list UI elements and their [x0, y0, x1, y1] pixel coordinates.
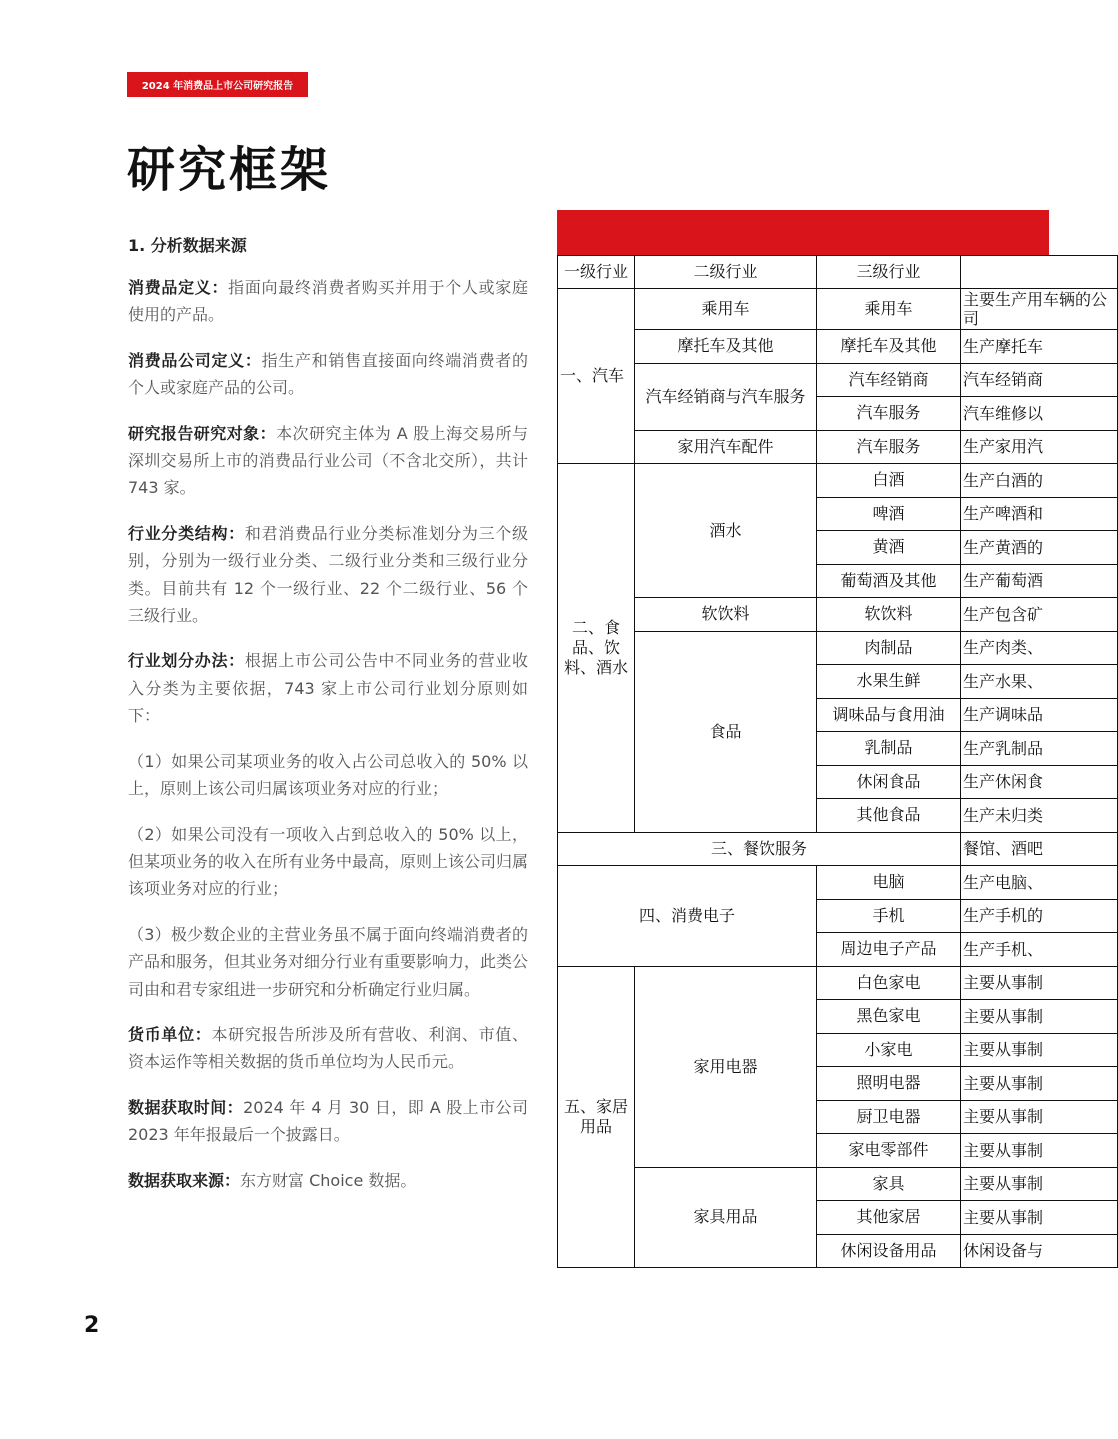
desc-cell: 主要从事制 — [961, 1167, 1118, 1201]
table-row — [558, 866, 1118, 900]
desc-cell: 生产黄酒的 — [961, 531, 1118, 565]
table-row — [558, 832, 1118, 866]
level1-cell: 二、食品、饮料、酒水 — [558, 464, 635, 833]
header-level1: 一级行业 — [558, 256, 635, 289]
level3-cell: 软饮料 — [817, 598, 961, 632]
data-source-section — [128, 232, 528, 1212]
table-row — [558, 330, 1118, 364]
desc-cell: 生产啤酒和 — [961, 497, 1118, 531]
level3-cell: 休闲设备用品 — [817, 1234, 961, 1268]
desc-cell: 生产水果、 — [961, 665, 1118, 699]
desc-cell: 生产电脑、 — [961, 866, 1118, 900]
level2-cell: 家用电器 — [635, 966, 817, 1167]
level2-cell: 酒水 — [635, 464, 817, 598]
report-tag: 2024 年消费品上市公司研究报告 — [127, 72, 308, 97]
level3-cell: 白色家电 — [817, 966, 961, 1000]
level2-cell: 家用汽车配件 — [635, 430, 817, 464]
level3-cell: 手机 — [817, 899, 961, 933]
industry-classification-table — [557, 210, 1108, 1282]
paragraph-research-object: 研究报告研究对象：本次研究主体为 A 股上海交易所与深圳交易所上市的消费品行业公司（不含北交所），共计 743 家。 — [128, 423, 528, 498]
desc-cell: 汽车经销商 — [961, 363, 1118, 397]
table-row — [558, 363, 1118, 397]
level3-cell: 汽车服务 — [817, 430, 961, 464]
level3-cell: 休闲食品 — [817, 765, 961, 799]
level3-cell: 家具 — [817, 1167, 961, 1201]
level3-cell: 其他家居 — [817, 1201, 961, 1235]
desc-cell: 主要从事制 — [961, 1134, 1118, 1168]
level3-cell: 肉制品 — [817, 631, 961, 665]
rule-item: （2）如果公司没有一项收入占到总收入的 50% 以上，但某项业务的收入在所有业务中最高，原则上该公司归属该项业务对应的行业； — [128, 824, 529, 899]
paragraph-currency-unit: 货币单位：本研究报告所涉及所有营收、利润、市值、资本运作等相关数据的货币单位均为人民币元。 — [128, 1024, 528, 1072]
level3-cell: 乳制品 — [817, 732, 961, 766]
desc-cell: 餐馆、酒吧 — [961, 832, 1118, 866]
level3-cell: 黄酒 — [817, 531, 961, 565]
desc-cell: 主要从事制 — [961, 1201, 1118, 1235]
level2-cell: 汽车经销商与汽车服务 — [635, 363, 817, 430]
level3-cell: 汽车经销商 — [817, 363, 961, 397]
level2-cell: 软饮料 — [635, 598, 817, 632]
desc-cell: 主要从事制 — [961, 966, 1118, 1000]
desc-cell: 生产调味品 — [961, 698, 1118, 732]
desc-cell: 生产手机的 — [961, 899, 1118, 933]
desc-cell: 生产休闲食 — [961, 765, 1118, 799]
level3-cell: 葡萄酒及其他 — [817, 564, 961, 598]
table-row — [558, 430, 1118, 464]
rule-item: （3）极少数企业的主营业务虽不属于面向终端消费者的产品和服务，但其业务对细分行业有重要影响力，此类公司由和君专家组进一步研究和分析确定行业归属。 — [128, 924, 529, 999]
desc-cell: 主要从事制 — [961, 1033, 1118, 1067]
paragraph-consumer-goods-definition: 消费品定义：指面向最终消费者购买并用于个人或家庭使用的产品。 — [128, 278, 528, 325]
level3-cell: 调味品与食用油 — [817, 698, 961, 732]
table-row — [558, 966, 1118, 1000]
level3-cell: 黑色家电 — [817, 1000, 961, 1034]
level3-cell: 电脑 — [817, 866, 961, 900]
level3-cell: 周边电子产品 — [817, 933, 961, 967]
desc-cell: 汽车维修以 — [961, 397, 1118, 431]
level3-cell: 照明电器 — [817, 1067, 961, 1101]
page-number: 2 — [84, 1313, 100, 1338]
desc-cell: 生产包含矿 — [961, 598, 1118, 632]
header-level2: 二级行业 — [635, 256, 817, 289]
level3-cell: 摩托车及其他 — [817, 330, 961, 364]
desc-cell: 生产乳制品 — [961, 732, 1118, 766]
level1-cell: 五、家居用品 — [558, 966, 635, 1268]
level2-cell: 食品 — [635, 631, 817, 832]
desc-cell: 生产家用汽 — [961, 430, 1118, 464]
desc-cell: 生产白酒的 — [961, 464, 1118, 498]
desc-cell: 生产摩托车 — [961, 330, 1118, 364]
level3-cell: 白酒 — [817, 464, 961, 498]
table-row — [558, 1167, 1118, 1201]
level1-cell: 三、餐饮服务 — [558, 832, 961, 866]
table-header-row — [558, 256, 1118, 289]
level3-cell: 厨卫电器 — [817, 1100, 961, 1134]
paragraph-data-time: 数据获取时间：2024 年 4 月 30 日，即 A 股上市公司 2023 年年报最后一个披露日。 — [128, 1097, 528, 1145]
desc-cell: 生产未归类 — [961, 799, 1118, 833]
table-row — [558, 464, 1118, 498]
level1-cell: 一、汽车 — [558, 289, 635, 464]
level1-cell: 四、消费电子 — [558, 866, 817, 967]
desc-cell: 生产肉类、 — [961, 631, 1118, 665]
rule-item: （1）如果公司某项业务的收入占公司总收入的 50% 以上，原则上该公司归属该项业务对应的行业； — [128, 751, 528, 799]
paragraph-data-source: 数据获取来源：东方财富 Choice 数据。 — [128, 1170, 417, 1190]
level2-cell: 家具用品 — [635, 1167, 817, 1268]
level3-cell: 汽车服务 — [817, 397, 961, 431]
page-title: 研究框架 — [127, 142, 332, 198]
desc-cell: 生产葡萄酒 — [961, 564, 1118, 598]
paragraph-classification-method: 行业划分办法：根据上市公司公告中不同业务的营业收入分类为主要依据，743 家上市公司行业划分原则如下： — [128, 651, 528, 726]
table-row — [558, 598, 1118, 632]
header-desc — [961, 256, 1118, 289]
desc-cell: 休闲设备与 — [961, 1234, 1118, 1268]
level3-cell: 小家电 — [817, 1033, 961, 1067]
table-row — [558, 289, 1118, 330]
paragraph-company-definition: 消费品公司定义：指生产和销售直接面向终端消费者的个人或家庭产品的公司。 — [128, 350, 528, 398]
level3-cell: 啤酒 — [817, 497, 961, 531]
level3-cell: 乘用车 — [817, 289, 961, 330]
desc-cell: 主要从事制 — [961, 1067, 1118, 1101]
section-heading: 1. 分析数据来源 — [128, 236, 247, 255]
table-header-band — [557, 210, 1049, 255]
table-row — [558, 631, 1118, 665]
level3-cell: 水果生鲜 — [817, 665, 961, 699]
paragraph-classification-structure: 行业分类结构：和君消费品行业分类标准划分为三个级别，分别为一级行业分类、二级行业分类和三级行业分类。目前共有 12 个一级行业、22 个二级行业、56 个三级行业。 — [128, 523, 528, 626]
level3-cell: 家电零部件 — [817, 1134, 961, 1168]
desc-cell: 主要从事制 — [961, 1100, 1118, 1134]
header-level3: 三级行业 — [817, 256, 961, 289]
level2-cell: 摩托车及其他 — [635, 330, 817, 364]
level3-cell: 其他食品 — [817, 799, 961, 833]
level2-cell: 乘用车 — [635, 289, 817, 330]
desc-cell: 生产手机、 — [961, 933, 1118, 967]
desc-cell: 主要生产用车辆的公司 — [961, 289, 1118, 330]
desc-cell: 主要从事制 — [961, 1000, 1118, 1034]
